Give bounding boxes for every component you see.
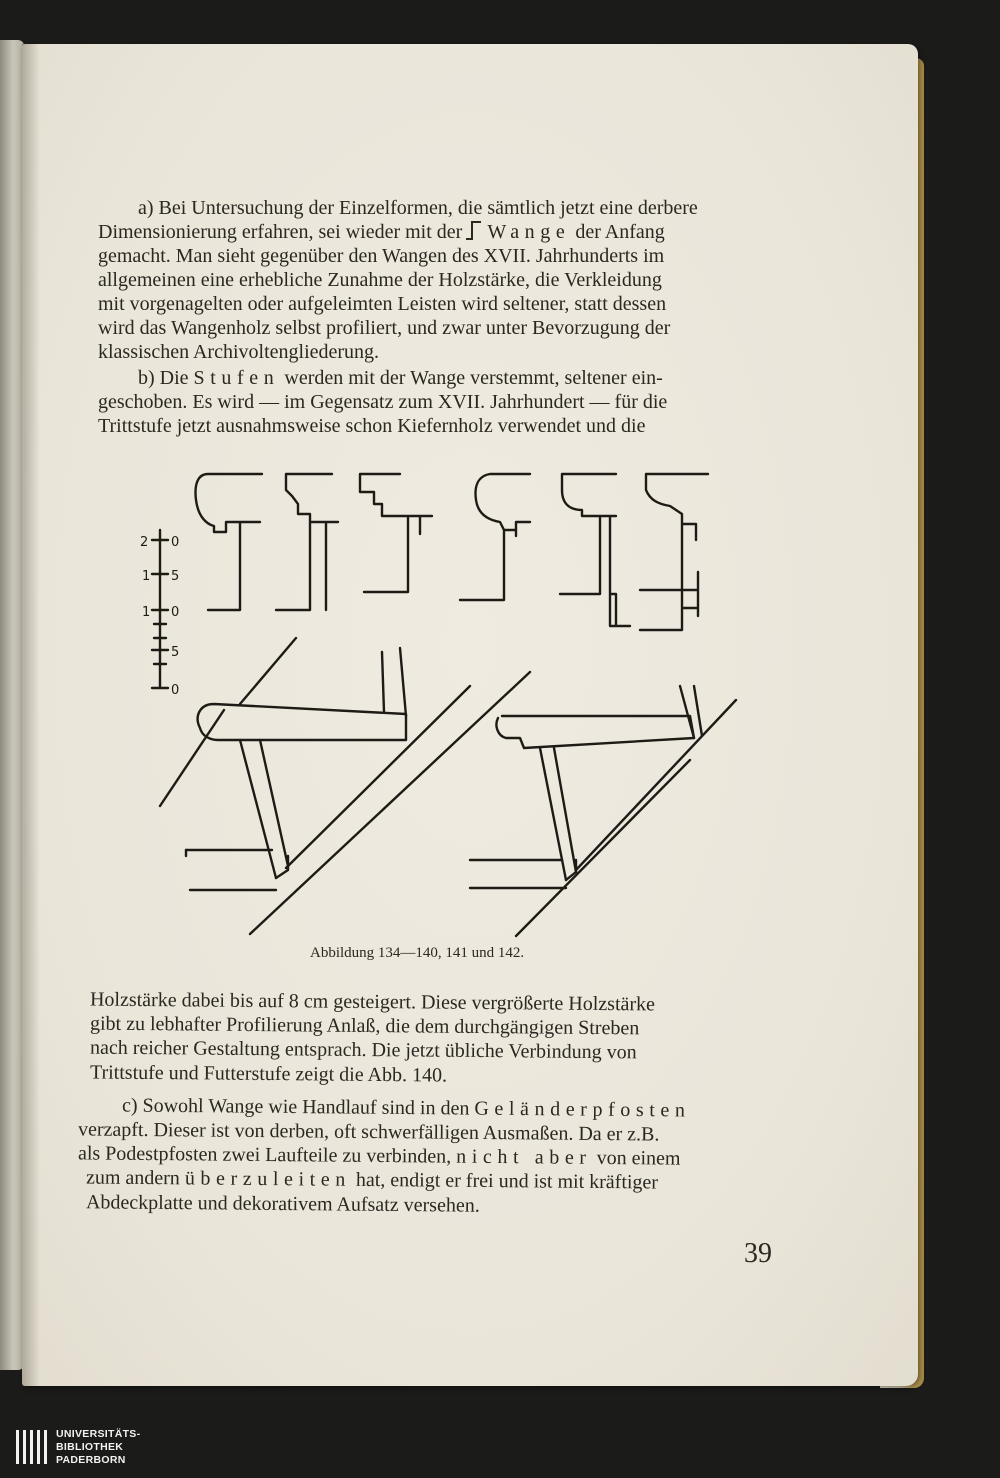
spaced-term: nicht aber xyxy=(456,1145,592,1169)
scale-label: 5 xyxy=(171,569,180,584)
text-line: Holzstärke dabei bis auf 8 cm gesteigert. Diese vergrößerte Holzstärke xyxy=(89,988,656,1016)
text-fragment: c) Sowohl Wange wie Handlauf sind in den xyxy=(121,1094,470,1120)
scale-label: 1 xyxy=(142,569,151,584)
text-line xyxy=(138,366,663,390)
library-name-line: UNIVERSITÄTS- xyxy=(56,1428,141,1440)
text-fragment: von einem xyxy=(596,1146,681,1170)
text-fragment: hat, endigt er frei und ist mit kräftiger xyxy=(355,1168,659,1194)
text-fragment: als Podestpfosten zwei Laufteile zu verbinden, xyxy=(77,1142,452,1168)
text-line: geschoben. Es wird — im Gegensatz zum XVII. Jahrhundert — für die xyxy=(98,391,668,413)
scale-label: 5 xyxy=(171,645,180,660)
text-line xyxy=(98,220,665,244)
text-fragment: der Anfang xyxy=(575,221,665,243)
scale-label: 0 xyxy=(171,683,180,698)
scale-bar xyxy=(140,530,179,698)
text-line: Trittstufe jetzt ausnahmsweise schon Kiefernholz verwendet und die xyxy=(98,415,646,437)
text-line: a) Bei Untersuchung der Einzelformen, die sämtlich jetzt eine derbere xyxy=(138,197,698,219)
stair-profile-figure xyxy=(130,460,750,940)
stair-profile-1 xyxy=(196,474,263,610)
text-line: Abdeckplatte und dekorativem Aufsatz versehen. xyxy=(85,1191,480,1217)
spaced-term: Geländerpfosten xyxy=(474,1097,691,1122)
text-line: verzapft. Dieser ist von derben, oft schwerfälligen Ausmaßen. Da er z.B. xyxy=(77,1118,660,1146)
text-line: mit vorgenagelten oder aufgeleimten Leisten wird seltener, statt dessen xyxy=(98,293,667,315)
text-fragment: werden mit der Wange verstemmt, seltener ein- xyxy=(284,367,663,389)
page-gutter-shadow xyxy=(22,44,40,1386)
library-logo-icon xyxy=(14,1426,50,1470)
text-line: Trittstufe und Futterstufe zeigt die Abb. 140. xyxy=(89,1061,448,1087)
scale-label: 0 xyxy=(171,535,180,550)
figure-caption: Abbildung 134—140, 141 und 142. xyxy=(310,945,525,961)
text-line: klassischen Archivoltengliederung. xyxy=(98,341,380,363)
stair-profile-5 xyxy=(560,474,630,626)
spaced-term: Wange xyxy=(487,221,571,243)
text-fragment: Dimensionierung erfahren, sei wieder mit der xyxy=(98,221,463,243)
spaced-term: überzuleiten xyxy=(184,1167,352,1191)
stair-profile-drawing xyxy=(130,460,750,940)
scale-label: 1 xyxy=(142,605,151,620)
stair-profile-3 xyxy=(360,474,432,592)
page-number: 39 xyxy=(744,1238,772,1269)
scale-label: 0 xyxy=(171,605,180,620)
stair-profile-4 xyxy=(460,474,530,600)
stair-string-symbol-icon xyxy=(466,222,479,240)
text-line: allgemeinen eine erhebliche Zunahme der Holzstärke, die Verkleidung xyxy=(98,269,662,291)
text-line: wird das Wangenholz selbst profiliert, und zwar unter Bevorzugung der xyxy=(98,317,671,339)
text-fragment: zum andern xyxy=(85,1166,180,1190)
stair-profile-6 xyxy=(640,474,708,630)
stair-detail-142 xyxy=(470,686,736,936)
text-line: gemacht. Man sieht gegenüber den Wangen des XVII. Jahrhunderts im xyxy=(98,245,665,267)
stair-profile-2 xyxy=(276,474,338,610)
library-wordmark xyxy=(56,1428,140,1467)
spaced-term: Stufen xyxy=(193,367,280,389)
text-line: gibt zu lebhafter Profilierung Anlaß, die dem durchgängigen Streben xyxy=(89,1012,640,1040)
previous-page-edge xyxy=(0,40,24,1370)
text-line: nach reicher Gestaltung entsprach. Die jetzt übliche Verbindung von xyxy=(89,1036,637,1064)
scale-label: 2 xyxy=(140,535,149,550)
stair-detail-141 xyxy=(160,638,530,934)
text-fragment: b) Die xyxy=(138,367,189,389)
library-name-line: BIBLIOTHEK xyxy=(56,1441,124,1453)
library-name-line: PADERBORN xyxy=(56,1454,126,1466)
